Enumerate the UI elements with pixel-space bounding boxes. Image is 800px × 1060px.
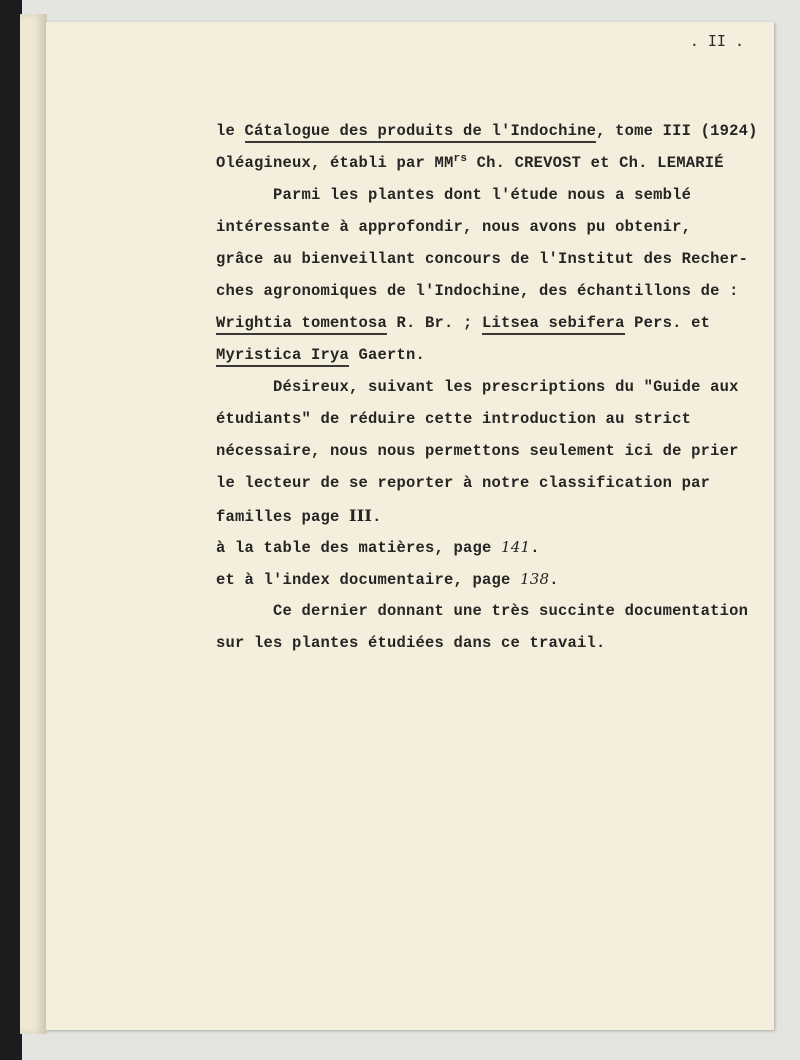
text-line: sur les plantes étudiées dans ce travail.: [216, 634, 606, 652]
text-line: [216, 538, 540, 557]
catalogue-title: Cátalogue des produits de l'Indochine: [245, 122, 597, 143]
text-segment: Gaertn.: [349, 346, 426, 364]
text-segment: , tome III (1924): [596, 122, 758, 140]
species-name: Litsea sebifera: [482, 314, 625, 335]
text-line: intéressante à approfondir, nous avons pu obtenir,: [216, 218, 692, 236]
text-line: le lecteur de se reporter à notre classification par: [216, 474, 711, 492]
text-segment: à la table des matières, page: [216, 539, 502, 557]
text-line: étudiants" de réduire cette introduction au strict: [216, 410, 692, 428]
handwritten-page-ref: 138: [520, 570, 550, 588]
text-line: ches agronomiques de l'Indochine, des échantillons de :: [216, 282, 739, 300]
text-line: grâce au bienveillant concours de l'Institut des Recher-: [216, 250, 749, 268]
text-line: [216, 122, 758, 140]
species-name: Myristica Irya: [216, 346, 349, 367]
text-segment: .: [530, 539, 540, 557]
handwritten-page-ref: 141: [501, 538, 531, 556]
text-segment: familles page: [216, 508, 350, 526]
species-name: Wrightia tomentosa: [216, 314, 387, 335]
text-segment: R. Br. ;: [387, 314, 483, 332]
manuscript-page: [46, 22, 774, 1030]
text-line: Ce dernier donnant une très succinte documentation: [216, 602, 749, 620]
text-line: [216, 570, 559, 589]
text-line: [216, 506, 382, 526]
text-line: nécessaire, nous nous permettons seulement ici de prier: [216, 442, 739, 460]
text-segment: .: [372, 508, 382, 526]
previous-page-edge: [20, 14, 47, 1034]
text-segment: Pers. et: [624, 314, 711, 332]
text-line: [216, 346, 425, 364]
text-segment: le: [216, 122, 245, 140]
text-segment: .: [549, 571, 559, 589]
text-line: Parmi les plantes dont l'étude nous a semblé: [216, 186, 692, 204]
handwritten-page-ref: III: [349, 506, 373, 525]
text-segment: et à l'index documentaire, page: [216, 571, 521, 589]
text-segment: Oléagineux, établi par MM: [216, 154, 454, 172]
superscript: rs: [453, 153, 468, 165]
page-number: . II .: [689, 32, 744, 50]
text-line: [216, 154, 724, 172]
text-line: [216, 314, 710, 332]
text-line: Désireux, suivant les prescriptions du "Guide aux: [216, 378, 739, 396]
text-segment: Ch. CREVOST et Ch. LEMARIÉ: [467, 154, 724, 172]
book-binding: [0, 0, 22, 1060]
